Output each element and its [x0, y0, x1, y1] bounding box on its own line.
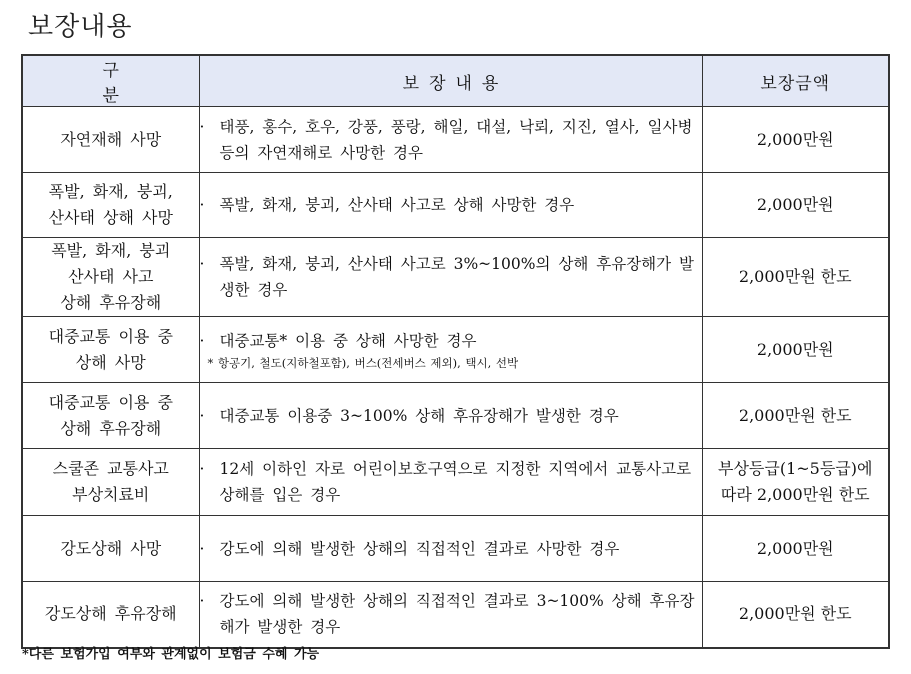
bullet-text: 폭발, 화재, 붕괴, 산사태 사고로 3%~100%의 상해 후유장해가 발생한 경우	[219, 255, 695, 299]
category-line: 부상치료비	[72, 485, 150, 504]
amount-line: 2,000만원	[756, 339, 834, 359]
bullet-text: 대중교통 이용중 3~100% 상해 후유장해가 발생한 경우	[219, 406, 619, 425]
category-line: 산사태 상해 사망	[48, 208, 173, 227]
bullet-dot-icon: ·	[199, 255, 205, 273]
bullet-text: 태풍, 홍수, 호우, 강풍, 풍랑, 해일, 대설, 낙뢰, 지진, 열사, 일사병 등의 자연재해로 사망한 경우	[219, 117, 693, 162]
bullet-text: 12세 이하인 자로 어린이보호구역으로 지정한 지역에서 교통사고로 상해를 입은 경우	[219, 460, 692, 504]
header-content: 보장내용	[199, 55, 702, 107]
category-line: 산사태 사고	[68, 267, 154, 286]
row-amount	[702, 516, 889, 582]
category-line: 폭발, 화재, 붕괴	[51, 241, 171, 260]
category-line: 상해 후유장해	[60, 418, 162, 438]
header-amount: 보장금액	[702, 55, 889, 107]
bullet-item	[200, 456, 702, 508]
row-category	[22, 173, 199, 238]
category-line: 폭발, 화재, 붕괴,	[48, 182, 173, 201]
row-description	[199, 107, 702, 173]
row-amount	[702, 173, 889, 238]
row-category	[22, 516, 199, 582]
bullet-dot-icon: ·	[199, 592, 205, 611]
table-row	[22, 516, 889, 582]
bullet-dot-icon: ·	[199, 460, 205, 478]
category-line: 상해 후유장해	[60, 293, 162, 312]
bullet-item	[200, 251, 702, 303]
amount-line: 2,000만원 한도	[738, 267, 852, 286]
amount-line: 2,000만원	[756, 129, 834, 149]
transport-note: * 항공기, 철도(지하철포함), 버스(전세버스 제외), 택시, 선박	[207, 355, 519, 370]
category-line: 강도상해 후유장해	[44, 604, 177, 624]
bullet-item	[200, 536, 702, 562]
coverage-table	[21, 54, 890, 649]
row-description	[199, 449, 702, 516]
category-line: 대중교통 이용 중	[48, 326, 173, 346]
table-row	[22, 317, 889, 383]
bullet-text: 폭발, 화재, 붕괴, 산사태 사고로 상해 사망한 경우	[219, 196, 575, 214]
bullet-item	[200, 588, 702, 640]
bullet-text: 강도에 의해 발생한 상해의 직접적인 결과로 3~100% 상해 후유장해가 발생한 경우	[219, 592, 695, 637]
row-category	[22, 582, 199, 648]
row-description	[199, 516, 702, 582]
row-amount	[702, 582, 889, 648]
table-row	[22, 238, 889, 317]
bullet-dot-icon: ·	[199, 406, 205, 425]
footnote: *다른 보험가입 여부와 관계없이 보험금 수혜 가능	[22, 647, 320, 662]
table-row	[22, 173, 889, 238]
header-category: 구 분	[22, 55, 199, 107]
amount-line: 2,000만원	[756, 195, 834, 214]
table-row	[22, 582, 889, 648]
row-amount	[702, 383, 889, 449]
bullet-text: 대중교통* 이용 중 상해 사망한 경우	[219, 331, 477, 350]
category-line: 강도상해 사망	[60, 538, 162, 558]
table-row	[22, 383, 889, 449]
bullet-dot-icon: ·	[199, 196, 205, 214]
row-category	[22, 317, 199, 383]
row-description	[199, 383, 702, 449]
row-amount	[702, 238, 889, 317]
category-line: 스쿨존 교통사고	[52, 459, 169, 478]
amount-line: 부상등급(1~5등급)에	[718, 459, 873, 478]
table-body	[22, 107, 889, 648]
row-category	[22, 449, 199, 516]
table-row	[22, 449, 889, 516]
row-amount	[702, 317, 889, 383]
row-amount	[702, 107, 889, 173]
category-line: 대중교통 이용 중	[48, 392, 173, 412]
bullet-item	[200, 403, 702, 429]
bullet-dot-icon: ·	[199, 331, 205, 350]
row-description	[199, 582, 702, 648]
row-amount	[702, 449, 889, 516]
bullet-text: 강도에 의해 발생한 상해의 직접적인 결과로 사망한 경우	[219, 539, 620, 558]
row-description	[199, 238, 702, 317]
row-description	[199, 173, 702, 238]
table-row	[22, 107, 889, 173]
table-header-row	[22, 55, 889, 107]
bullet-item	[200, 114, 702, 166]
amount-line: 2,000만원 한도	[738, 405, 852, 425]
row-category	[22, 238, 199, 317]
bullet-item	[200, 192, 702, 218]
bullet-dot-icon: ·	[199, 539, 205, 558]
row-category	[22, 107, 199, 173]
row-category	[22, 383, 199, 449]
amount-line: 따라 2,000만원 한도	[720, 485, 870, 504]
amount-line: 2,000만원 한도	[738, 604, 852, 624]
category-line: 상해 사망	[75, 352, 146, 372]
category-line: 자연재해 사망	[60, 129, 162, 149]
page-title: 보장내용	[28, 12, 133, 42]
amount-line: 2,000만원	[756, 538, 834, 558]
bullet-item	[200, 328, 702, 354]
row-description	[199, 317, 702, 383]
bullet-dot-icon: ·	[199, 117, 205, 136]
